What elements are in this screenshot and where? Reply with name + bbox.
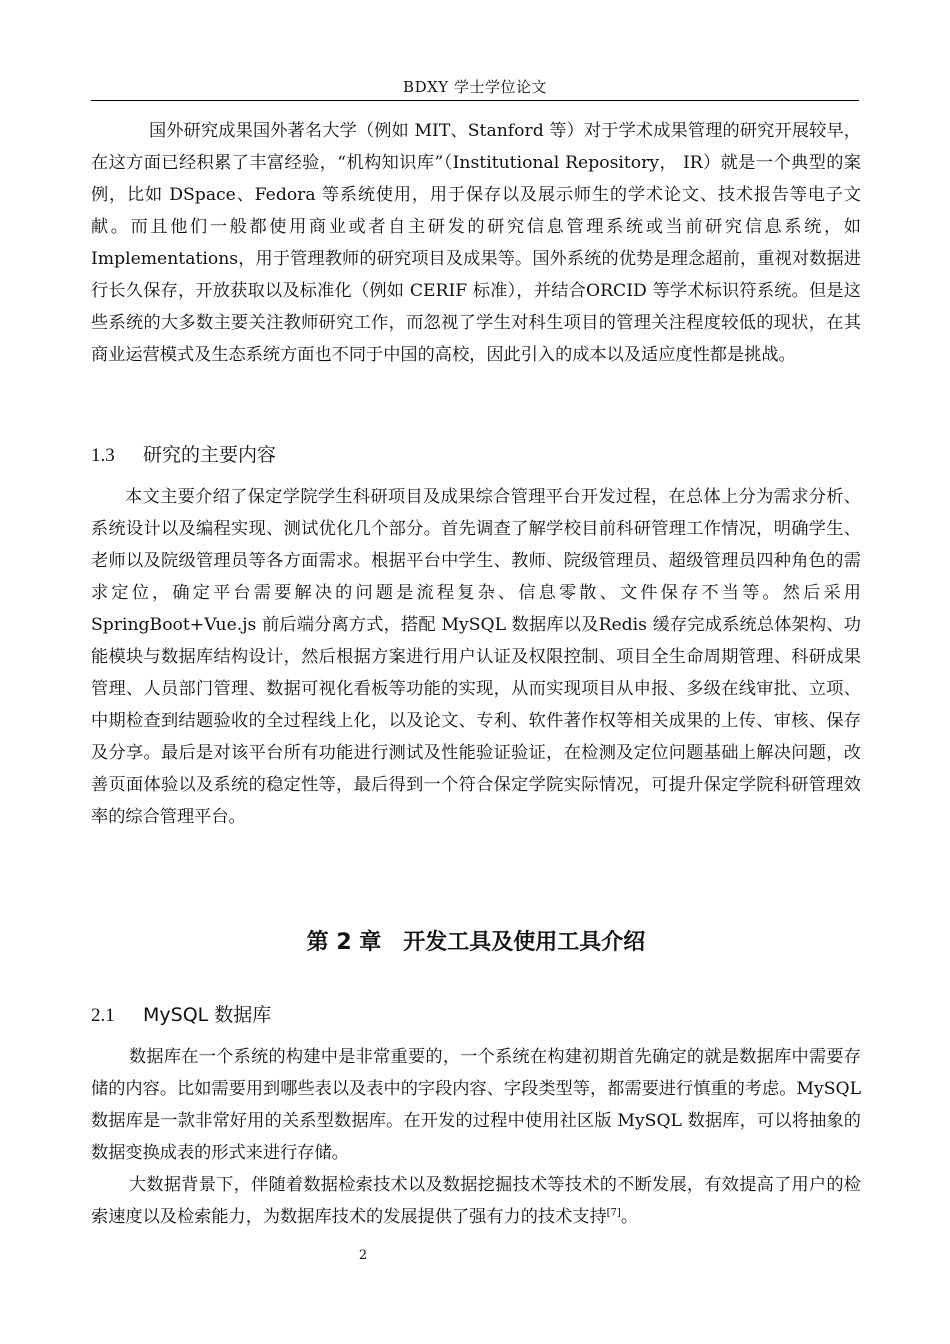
paragraph-big-data [91,1169,861,1233]
citation-marker[interactable]: [7] [606,1207,621,1219]
header-divider [91,100,859,101]
page-header-title: BDXY 学士学位论文 [403,78,547,96]
chapter-heading: 第 2 章 开发工具及使用工具介绍 [306,930,646,955]
section-heading-1-3 [91,440,276,467]
paragraph-foreign-research: 国外研究成果国外著名大学（例如 MIT、Stanford 等）对于学术成果管理的研究开展较早，在这方面已经积累了丰富经验，“机构知识库”（Institutional Repository， IR）就是一个典型的案例，比如 DSpace、Fedora 等系统使用，用于保存以及展示师生的学术论文、技术报告等电子文献。而且他们一般都使用商业或者自主研发的研究信息管理系统或当前研究信息系统，如 Implementations，用于管理教师的研究项目及成果等。国外系统的优势是理念超前，重视对数据进行长久保存，开放获取以及标准化（例如 CERIF 标准），并结合ORCID 等学术标识符系统。但是这些系统的大多数主要关注教师研究工作，而忽视了学生对科生项目的管理关注程度较低的现状，在其商业运营模式及生态系统方面也不同于中国的高校，因此引入的成本以及适应度性都是挑战。 [91,121,861,365]
paragraph-text: 大数据背景下，伴随着数据检索技术以及数据挖掘技术等技术的不断发展，有效提高了用户的检索速度以及检索能力，为数据库技术的发展提供了强有力的技术支持 [91,1175,861,1227]
section-heading-2-1 [91,1000,271,1027]
paragraph-database-intro: 数据库在一个系统的构建中是非常重要的，一个系统在构建初期首先确定的就是数据库中需要存储的内容。比如需要用到哪些表以及表中的字段内容、字段类型等，都需要进行慎重的考虑。MySQL 数据库是一款非常好用的关系型数据库。在开发的过程中使用社区版 MySQL 数据库，可以将抽象的数据变换成表的形式来进行存储。 [91,1047,861,1163]
paragraph-main-content: 本文主要介绍了保定学院学生科研项目及成果综合管理平台开发过程，在总体上分为需求分析、系统设计以及编程实现、测试优化几个部分。首先调查了解学校目前科研管理工作情况，明确学生、老师以及院级管理员等各方面需求。根据平台中学生、教师、院级管理员、超级管理员四种角色的需求定位，确定平台需要解决的问题是流程复杂、信息零散、文件保存不当等。然后采用 SpringBoot+Vue.js 前后端分离方式，搭配 MySQL 数据库以及Redis 缓存完成系统总体架构、功能模块与数据库结构设计，然后根据方案进行用户认证及权限控制、项目全生命周期管理、科研成果管理、人员部门管理、数据可视化看板等功能的实现，从而实现项目从申报、多级在线审批、立项、中期检查到结题验收的全过程线上化，以及论文、专利、软件著作权等相关成果的上传、审核、保存及分享。最后是对该平台所有功能进行测试及性能验证验证，在检测及定位问题基础上解决问题，改善页面体验以及系统的稳定性等，最后得到一个符合保定学院实际情况，可提升保定学院科研管理效率的综合管理平台。 [91,487,861,827]
section-title: 研究的主要内容 [143,444,277,466]
section-number: 1.3 [91,445,115,466]
section-number: 2.1 [91,1005,115,1026]
paragraph-end: 。 [620,1207,639,1227]
section-title: MySQL 数据库 [143,1004,272,1026]
page-number: 2 [358,1248,368,1263]
